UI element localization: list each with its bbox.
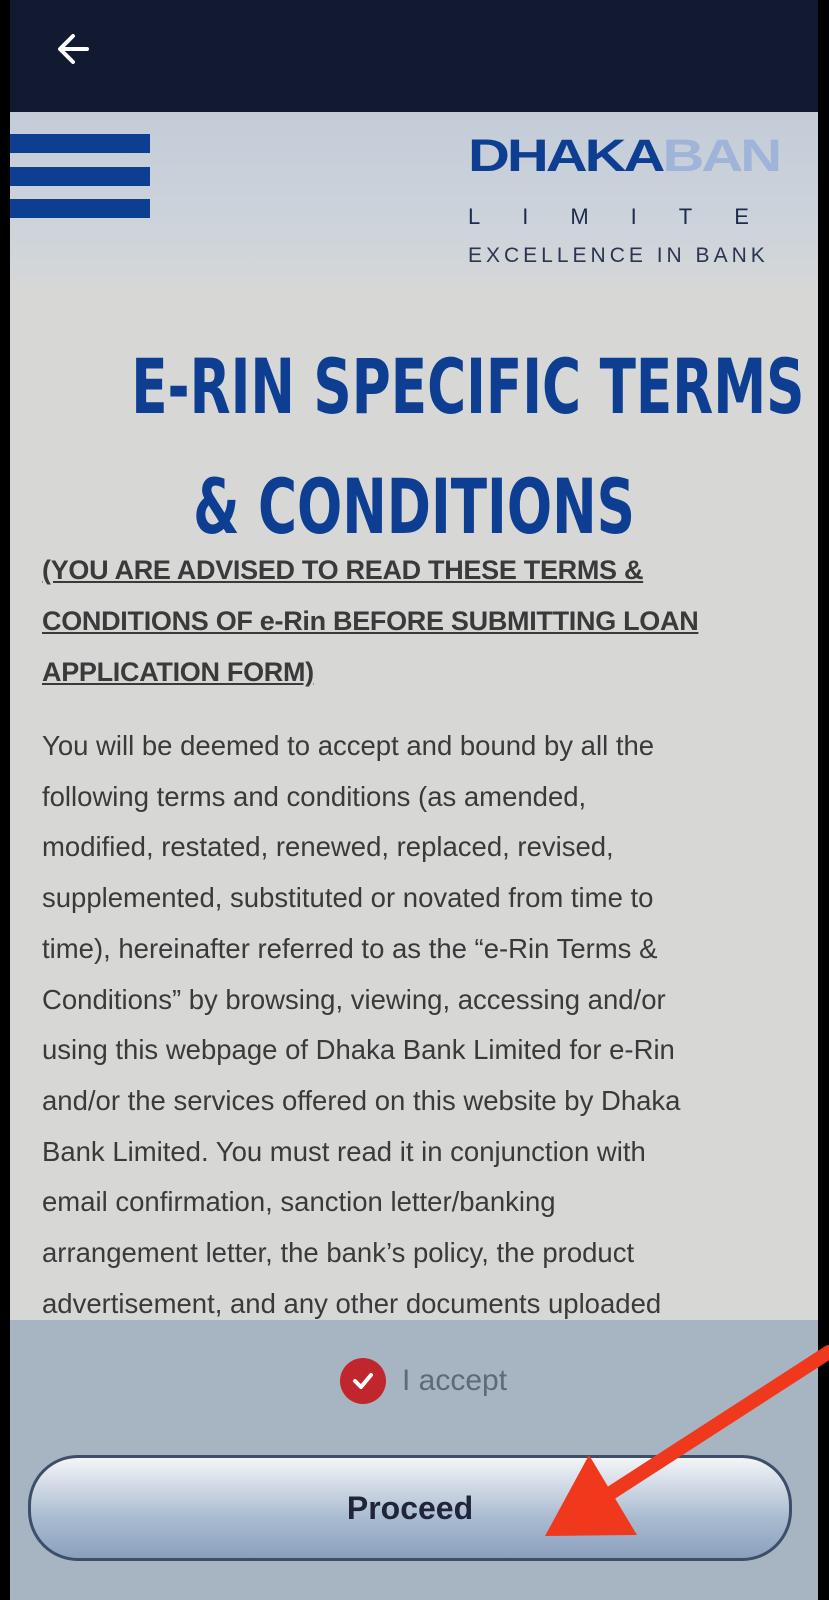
terms-line: modified, restated, renewed, replaced, revised, [42, 831, 614, 863]
terms-body [42, 721, 782, 1320]
logo-wordmark: DHAKABAN [468, 132, 780, 182]
terms-line: advertisement, and any other documents uploaded [42, 1287, 662, 1319]
proceed-label: Proceed [346, 1489, 474, 1526]
logo-limited: LIMITE [468, 204, 791, 229]
terms-line: Bank Limited. You must read it in conjunction with [42, 1135, 646, 1167]
check-circle-icon [340, 1358, 386, 1404]
terms-line: arrangement letter, the bank’s policy, the product [42, 1237, 635, 1269]
terms-line: supplemented, substituted or novated from time to [42, 882, 654, 914]
proceed-button[interactable] [28, 1455, 792, 1561]
site-header [10, 112, 818, 287]
terms-line: using this webpage of Dhaka Bank Limited for e-Rin [42, 1034, 675, 1066]
hamburger-menu-icon[interactable] [10, 134, 150, 220]
logo-tagline: EXCELLENCE IN BANK [468, 244, 769, 267]
advice-notice: (YOU ARE ADVISED TO READ THESE TERMS & CONDITIONS OF e-Rin BEFORE SUBMITTING LOAN APPLICATION FORM) [42, 555, 699, 687]
accept-checkbox[interactable] [340, 1358, 507, 1404]
back-button[interactable] [48, 24, 98, 74]
terms-line: following terms and conditions (as amended, [42, 780, 587, 812]
terms-line: You will be deemed to accept and bound by all the [42, 730, 655, 761]
page-title: E-RIN SPECIFIC TERMS & CONDITIONS [131, 342, 805, 551]
terms-line: Conditions” by browsing, viewing, accessing and/or [42, 983, 666, 1015]
terms-line: email confirmation, sanction letter/banking [42, 1186, 556, 1218]
accept-label: I accept [402, 1364, 508, 1397]
accept-footer [10, 1320, 818, 1600]
top-bar [10, 0, 818, 112]
terms-line: and/or the services offered on this website by Dhaka [42, 1084, 681, 1116]
arrow-left-icon [53, 29, 93, 69]
dhaka-bank-logo [468, 132, 818, 277]
terms-content[interactable] [10, 287, 818, 1320]
terms-line: time), hereinafter referred to as the “e-Rin Terms & [42, 932, 658, 964]
app-screen [10, 0, 818, 1600]
